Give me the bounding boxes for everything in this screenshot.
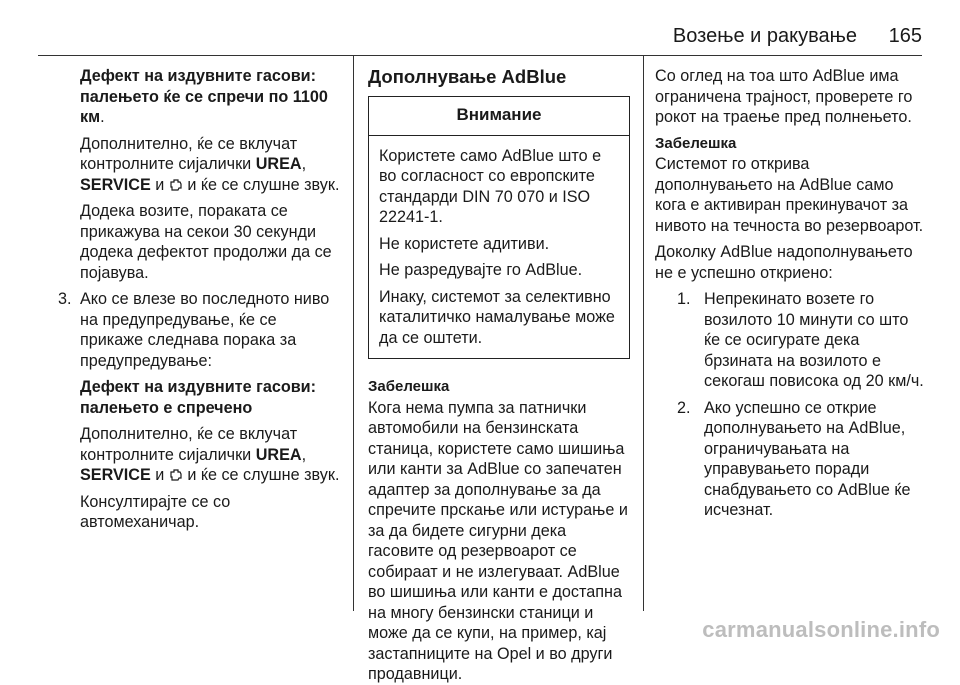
list-number: 1. (677, 290, 691, 308)
header-rule (38, 55, 922, 56)
caution-box (368, 96, 630, 359)
column-2 (368, 66, 630, 685)
caution-text-3: Не разредувајте го AdBlue. (379, 261, 583, 279)
comma: , (301, 155, 307, 173)
paragraph-warning-lamps: Дополнително, ќе се вклучат контролните сијалички UREA, SERVICE и и ќе се слушне звук. (80, 134, 340, 194)
list-item (677, 289, 925, 392)
paragraph-not-detected: Доколку AdBlue надополнувањето не е успешно откриено: (655, 243, 913, 282)
note-block-2 (655, 134, 925, 237)
paragraph-shelf-life: Со оглед на тоа што AdBlue има ограничена трајност, проверете го рокот на траење пред полнењето. (655, 67, 913, 126)
engine-control-icon (169, 468, 183, 482)
list-number: 2. (677, 398, 691, 417)
caution-text-4: Инаку, системот за селективно каталитичко намалување може да се оштети. (379, 287, 615, 347)
column-3 (655, 66, 925, 527)
watermark: carmanualsonline.info (702, 616, 940, 642)
paragraph-message-repeat: Додека возите, пораката се прикажува на секои 30 секунди додека дефектот продолжи да се појавува. (80, 202, 332, 282)
service-label-2: SERVICE (80, 466, 151, 484)
section-title: Дополнување AdBlue (368, 66, 567, 87)
list-item-3 (58, 289, 342, 371)
list-number: 3. (58, 290, 72, 308)
urea-label: UREA (255, 155, 302, 173)
column-divider-1 (353, 56, 354, 611)
warning-lamps-text: Дополнително, ќе се вклучат контролните сијалички (80, 134, 298, 173)
list-item-text: Непрекинато возете го возилото 10 минути со што ќе се осигурате дека брзината на возилото е секогаш повисока од 20 км/ч. (704, 290, 924, 390)
paragraph-ignition-prevented: Дефект на издувните гасови: палењето е спречено (80, 378, 316, 417)
warning-lamps-tail-2: и ќе се слушне звук. (182, 466, 340, 484)
warning-lamps-tail: и ќе се слушне звук. (182, 175, 340, 194)
warning-lamps-text-2: Дополнително, ќе се вклучат контролните сијалички (80, 425, 298, 464)
engine-control-icon (169, 178, 183, 192)
caution-title: Внимание (369, 97, 629, 136)
column-1 (58, 66, 342, 539)
caution-text-1: Користете само AdBlue што е во согласност со европските стандарди DIN 70 070 и ISO 22241-1. (379, 146, 602, 226)
header-title: Возење и ракување (672, 25, 857, 47)
comma-2: , (301, 445, 307, 464)
caution-text-2: Не користете адитиви. (379, 234, 550, 253)
note-block (368, 377, 630, 685)
list-item (677, 398, 925, 521)
caution-body (369, 136, 629, 359)
exhaust-fault-period: . (100, 108, 105, 126)
note-text: Кога нема пумпа за патнички автомобили на бензинската станица, користете само шишиња или канти за AdBlue со запечатен адаптер за дополнување за да спречите прскање или истурање и за да бидете сигурни дека гасовите од резервоарот се собираат и не излегуваат. AdBlue во шишиња или канти е достапна на многу бензински станици и може да се купи, на пример, кај застапниците на Opel и во други продавници. (368, 398, 628, 683)
list-item-3-text: Ако се влезе во последното ниво на предупредување, ќе се прикаже следнава порака за предупредување: (80, 290, 330, 370)
urea-label-2: UREA (255, 445, 302, 464)
page-number: 165 (888, 25, 922, 47)
service-label: SERVICE (80, 175, 151, 194)
note-text-2: Системот го открива дополнувањето на AdBlue само кога е активиран прекинувачот за нивото на течноста во резервоарот. (655, 155, 924, 235)
paragraph-warning-lamps-2: Дополнително, ќе се вклучат контролните сијалички UREA, SERVICE и и ќе се слушне звук. (80, 425, 340, 484)
list-item-text: Ако успешно се открие дополнувањето на AdBlue, ограничувањата на управувањето поради снабдувањето со AdBlue ќе исчезнат. (704, 398, 911, 519)
note-heading: Забелешка (368, 378, 450, 395)
paragraph-consult-mechanic: Консултирајте се со автомеханичар. (80, 492, 231, 531)
note-heading-2: Забелешка (655, 134, 737, 152)
paragraph-exhaust-fault (80, 66, 342, 128)
exhaust-fault-heading: Дефект на издувните гасови: палењето ќе се спречи по 1100 км (80, 67, 328, 126)
page-header (0, 22, 960, 62)
numbered-list (677, 289, 925, 521)
column-divider-2 (643, 56, 644, 611)
